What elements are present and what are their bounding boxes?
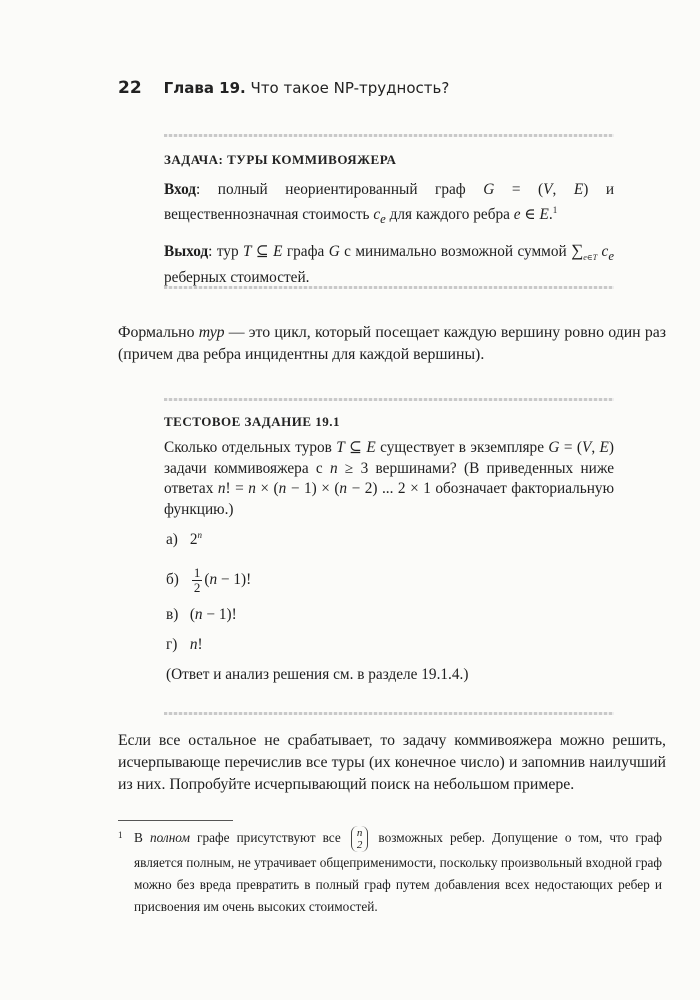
box-bottom-rule — [164, 286, 614, 289]
test-box-bottom-rule — [164, 712, 614, 715]
answer-c: в) (n − 1)! — [166, 606, 237, 623]
chapter-label: Глава 19. — [163, 79, 246, 97]
box-top-rule — [164, 134, 614, 137]
term-tour: тур — [198, 324, 225, 341]
fraction-one-half: $\frac{1}{2}$ — [193, 565, 201, 595]
footnote-ref: 1 — [552, 205, 558, 215]
test-box-title: ТЕСТОВОЕ ЗАДАНИЕ 19.1 — [164, 414, 341, 429]
footnote-separator — [118, 820, 233, 821]
page-number: 22 — [118, 78, 142, 98]
binomial-coefficient: n 2 — [351, 826, 369, 852]
test-box — [164, 414, 614, 520]
answer-reference-note: (Ответ и анализ решения см. в разделе 19.1.4.) — [166, 666, 469, 683]
chapter-title: Что такое NP-трудность? — [250, 79, 450, 97]
output-label: Выход — [164, 243, 209, 261]
answer-a: а) 2$^n$ — [166, 530, 202, 549]
running-header — [118, 78, 449, 98]
test-box-top-rule — [164, 398, 614, 401]
problem-box-title: ЗАДАЧА: ТУРЫ КОММИВОЯЖЕРА — [164, 152, 397, 167]
test-question: Сколько отдельных туров T ⊆ E существует в экземпляре G = (V, E) задачи коммивояжера с n ≥ 3 вершинами? (В приведенных ниже ответах n! = n × (n − 1) × (n − 2) ... 2 × 1 обозначает факториальную функцию.) — [164, 439, 615, 518]
problem-input: Вход: полный неориентированный граф G = (V, E) и вещественнозначная стоимость $c_e$ для каждого ребра e ∈ E.$^1$ — [164, 181, 615, 227]
problem-box — [164, 152, 614, 288]
problem-output: Выход: тур T ⊆ E графа G с минимально возможной суммой $\sum_{e\in T}$ $c_e$ реберных стоимостей. — [164, 241, 615, 287]
footnote-text: В полном графе присутствуют все n 2 возможных ребер. Допущение о том, что граф является полным, не утрачивает общеприменимости, поскольку произвольный входной граф можно без вреда превратить в полный граф путем добавления всех недостающих ребер и присвоения им очень высоких стоимостей. — [134, 827, 662, 914]
answer-d: г) n! — [166, 636, 203, 653]
footnote-mark: 1 — [118, 830, 123, 840]
paragraph-tour-definition: Формально тур — это цикл, который посещает каждую вершину ровно один раз (причем два ребра инцидентны для каждой вершины). — [118, 324, 666, 363]
input-label: Вход — [164, 181, 197, 198]
answer-b: б) $\frac{1}{2}$ (n − 1)! — [166, 565, 252, 595]
paragraph-exhaustive-search: Если все остальное не срабатывает, то задачу коммивояжера можно решить, исчерпывающе перечислив все туры (их конечное число) и запомнив наилучший из них. Попробуйте исчерпывающий поиск на небольшом примере. — [118, 732, 666, 793]
